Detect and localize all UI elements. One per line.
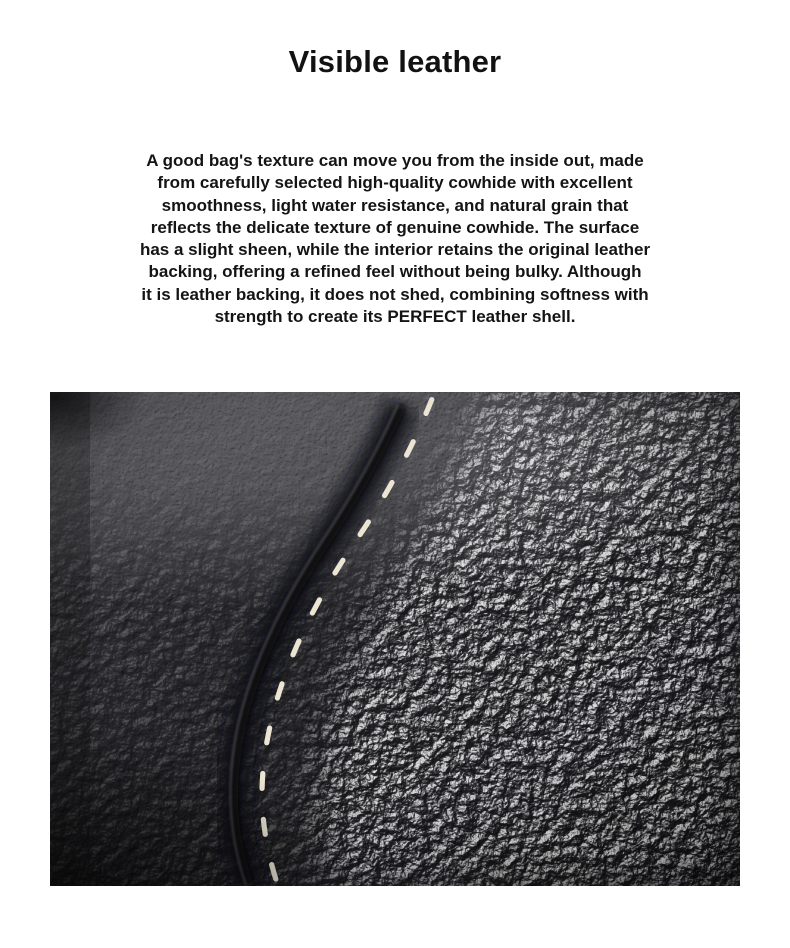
intro-line: from carefully selected high-quality cowhide with excellent xyxy=(157,173,633,193)
intro-line: strength to create its PERFECT leather shell. xyxy=(214,307,576,327)
intro-line: A good bag's texture can move you from the inside out, made xyxy=(146,151,644,170)
section-title: Visible leather xyxy=(288,44,502,79)
photo-vignette xyxy=(50,392,740,886)
leather-closeup-photo xyxy=(50,392,740,886)
intro-line: backing, offering a refined feel without being bulky. Although xyxy=(148,262,642,282)
intro-line: reflects the delicate texture of genuine cowhide. The surface xyxy=(150,217,640,237)
intro-paragraph xyxy=(0,150,790,328)
intro-line: smoothness, light water resistance, and natural grain that xyxy=(161,195,629,215)
intro-line: it is leather backing, it does not shed, combining softness with xyxy=(141,284,649,304)
intro-line: has a slight sheen, while the interior retains the original leather xyxy=(139,240,651,260)
leather-texture-illustration xyxy=(50,392,740,886)
